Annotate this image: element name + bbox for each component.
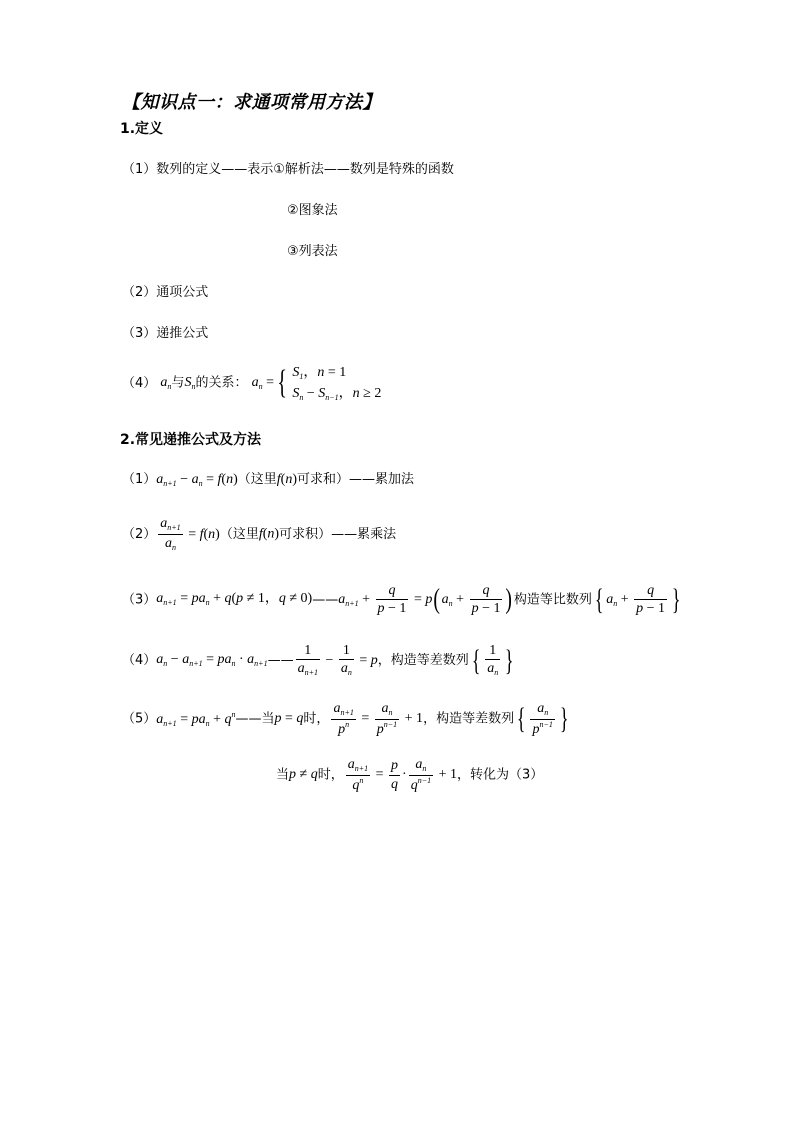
recurrence-item-3 — [122, 583, 683, 617]
section-heading-recurrence: 2.常见递推公式及方法 — [120, 432, 262, 448]
recurrence-item-1 — [122, 473, 414, 488]
recurrence-item-2 — [122, 516, 396, 553]
recurrence-item-5 — [122, 701, 571, 737]
item-text: 可求积）——累乘法 — [279, 526, 397, 542]
item-label: （4） — [122, 653, 157, 669]
math-sequence: { $\frac{a_n}{p^{n-1}}$ } — [516, 701, 569, 737]
math-sequence: { $a_n$ + $\frac{q}{p - 1}$ } — [594, 582, 681, 617]
math-condition: p ≠ q — [289, 767, 318, 783]
item-text: ，转化为（3） — [457, 767, 544, 783]
math-formula: $a_n - a_{n+1} = pa_n \cdot a_{n+1}$ — [156, 652, 268, 669]
math-transform: $\frac{a_{n+1}}{q^n}$ = $\frac{p}{q}$ · $\frac{a_n}{q^{n-1}}$ + 1 — [347, 757, 458, 793]
math-formula: $a_{n+1} = pa_n + q(p \ne 1$，q ≠ 0) — [156, 591, 313, 608]
item-text: ，构造等差数列 — [423, 711, 515, 727]
recurrence-item-4 — [122, 643, 517, 678]
item-text: 递推公式 — [156, 326, 209, 341]
item-text: （这里 — [237, 472, 277, 487]
math-s-n: $S_n$ — [184, 374, 196, 391]
math-f-n: f(n) — [276, 472, 297, 487]
math-a-n-eq: $a_n$ = — [251, 374, 274, 391]
item-text: 与 — [171, 375, 185, 391]
item-text: 构造等比数列 — [513, 592, 592, 608]
piecewise-cases: $S_1$，n = 1 $S_n - S_{n-1}$，n ≥ 2 — [292, 365, 382, 402]
math-condition: p = q — [274, 711, 304, 727]
item-text: 数列的定义——表示①解析法——数列是特殊的函数 — [156, 162, 454, 177]
item-text: 时， — [317, 767, 344, 783]
item-label: （4） — [122, 375, 157, 391]
item-label: （1） — [122, 472, 157, 487]
item-text: —— — [267, 653, 294, 669]
math-sequence: { $\frac{1}{a_n}$ } — [471, 643, 514, 678]
definition-item-1b: ②图象法 — [287, 203, 338, 218]
math-a-n: $a_n$ — [160, 374, 172, 391]
math-f-n: f(n) — [258, 526, 280, 542]
item-text: 时， — [303, 711, 330, 727]
item-text: 当 — [276, 767, 290, 783]
math-formula: $a_{n+1} - a_n = f(n)$ — [156, 472, 238, 488]
item-text: ，构造等差数列 — [377, 653, 469, 669]
item-text: 的关系： — [195, 375, 248, 391]
item-label: （5） — [122, 711, 157, 727]
recurrence-item-5b — [276, 757, 543, 793]
left-brace: { — [277, 364, 288, 401]
item-label: （3） — [122, 592, 157, 608]
math-transform: $\frac{1}{a_{n+1}}$ − $\frac{1}{a_n}$ = p — [297, 643, 378, 678]
item-text: （这里 — [219, 526, 259, 542]
section-heading-definition: 1.定义 — [120, 121, 164, 137]
definition-item-4 — [122, 362, 381, 404]
math-formula: $\frac{a_{n+1}}{a_n}$ = f(n) — [160, 516, 220, 552]
math-formula: $a_{n+1} = pa_n + q^n$ — [156, 709, 236, 728]
definition-item-1 — [122, 163, 454, 176]
item-text: ——当 — [235, 711, 275, 727]
item-text: 通项公式 — [156, 285, 209, 300]
definition-item-2 — [122, 286, 208, 299]
page-title: 【知识点一：求通项常用方法】 — [122, 92, 381, 113]
item-text: —— — [312, 592, 339, 608]
math-transform: $\frac{a_{n+1}}{p^n}$ = $\frac{a_n}{p^{n-1}}$ + 1 — [333, 701, 424, 737]
math-transform: $a_{n+1}$ + $\frac{q}{p - 1}$ = $p(a_n$ + $\frac{q}{p - 1}$ ) — [338, 583, 513, 617]
item-label: （2） — [122, 285, 157, 300]
item-label: （1） — [122, 162, 157, 177]
item-label: （3） — [122, 326, 157, 341]
definition-item-3 — [122, 327, 208, 340]
definition-item-1c: ③列表法 — [287, 244, 338, 259]
item-label: （2） — [122, 526, 157, 542]
item-text: 可求和）——累加法 — [296, 472, 414, 487]
